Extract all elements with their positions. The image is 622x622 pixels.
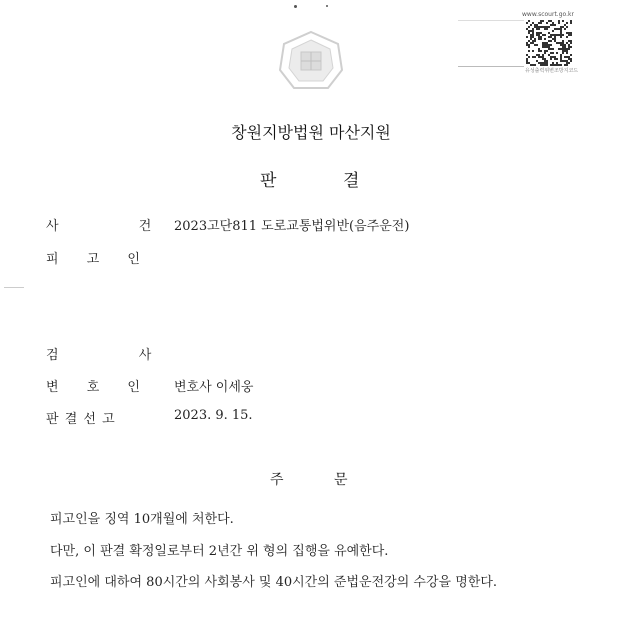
scan-speck: [294, 5, 297, 8]
ruling-heading-char: 주: [270, 472, 284, 488]
court-name: 창원지방법원 마산지원: [231, 123, 391, 142]
case-value: 2023고단811 도로교통법위반(음주운전): [174, 219, 410, 234]
counsel-value: 변호사 이세웅: [174, 380, 254, 395]
ruling-line: 피고인에 대하여 80시간의 사회봉사 및 40시간의 준법운전강의 수강을 명한다.: [50, 575, 498, 590]
defendant-label: 피 고 인: [46, 252, 152, 267]
qr-divider: [458, 20, 524, 21]
case-label: 사 건: [46, 219, 190, 234]
verification-qr-code: [526, 20, 572, 66]
qr-caption: 유성출력위변조방지코드: [525, 68, 579, 74]
qr-divider: [458, 66, 524, 67]
prosecutor-label: 검 사: [46, 348, 190, 363]
judgment-date-label: 판 결 선 고: [46, 412, 116, 427]
judgment-date-value: 2023. 9. 15.: [174, 408, 253, 423]
qr-url: www.scourt.go.kr: [522, 11, 574, 18]
counsel-label: 변 호 인: [46, 380, 152, 395]
ruling-line: 피고인을 징역 10개월에 처한다.: [50, 512, 234, 527]
scan-mark: [4, 287, 24, 288]
document-title-char: 판: [260, 171, 277, 191]
document-title-char: 결: [343, 171, 360, 191]
scan-speck: [326, 5, 328, 7]
ruling-heading-char: 문: [334, 472, 348, 488]
court-emblem-icon: [276, 30, 346, 92]
ruling-line: 다만, 이 판결 확정일로부터 2년간 위 형의 집행을 유예한다.: [50, 544, 389, 559]
